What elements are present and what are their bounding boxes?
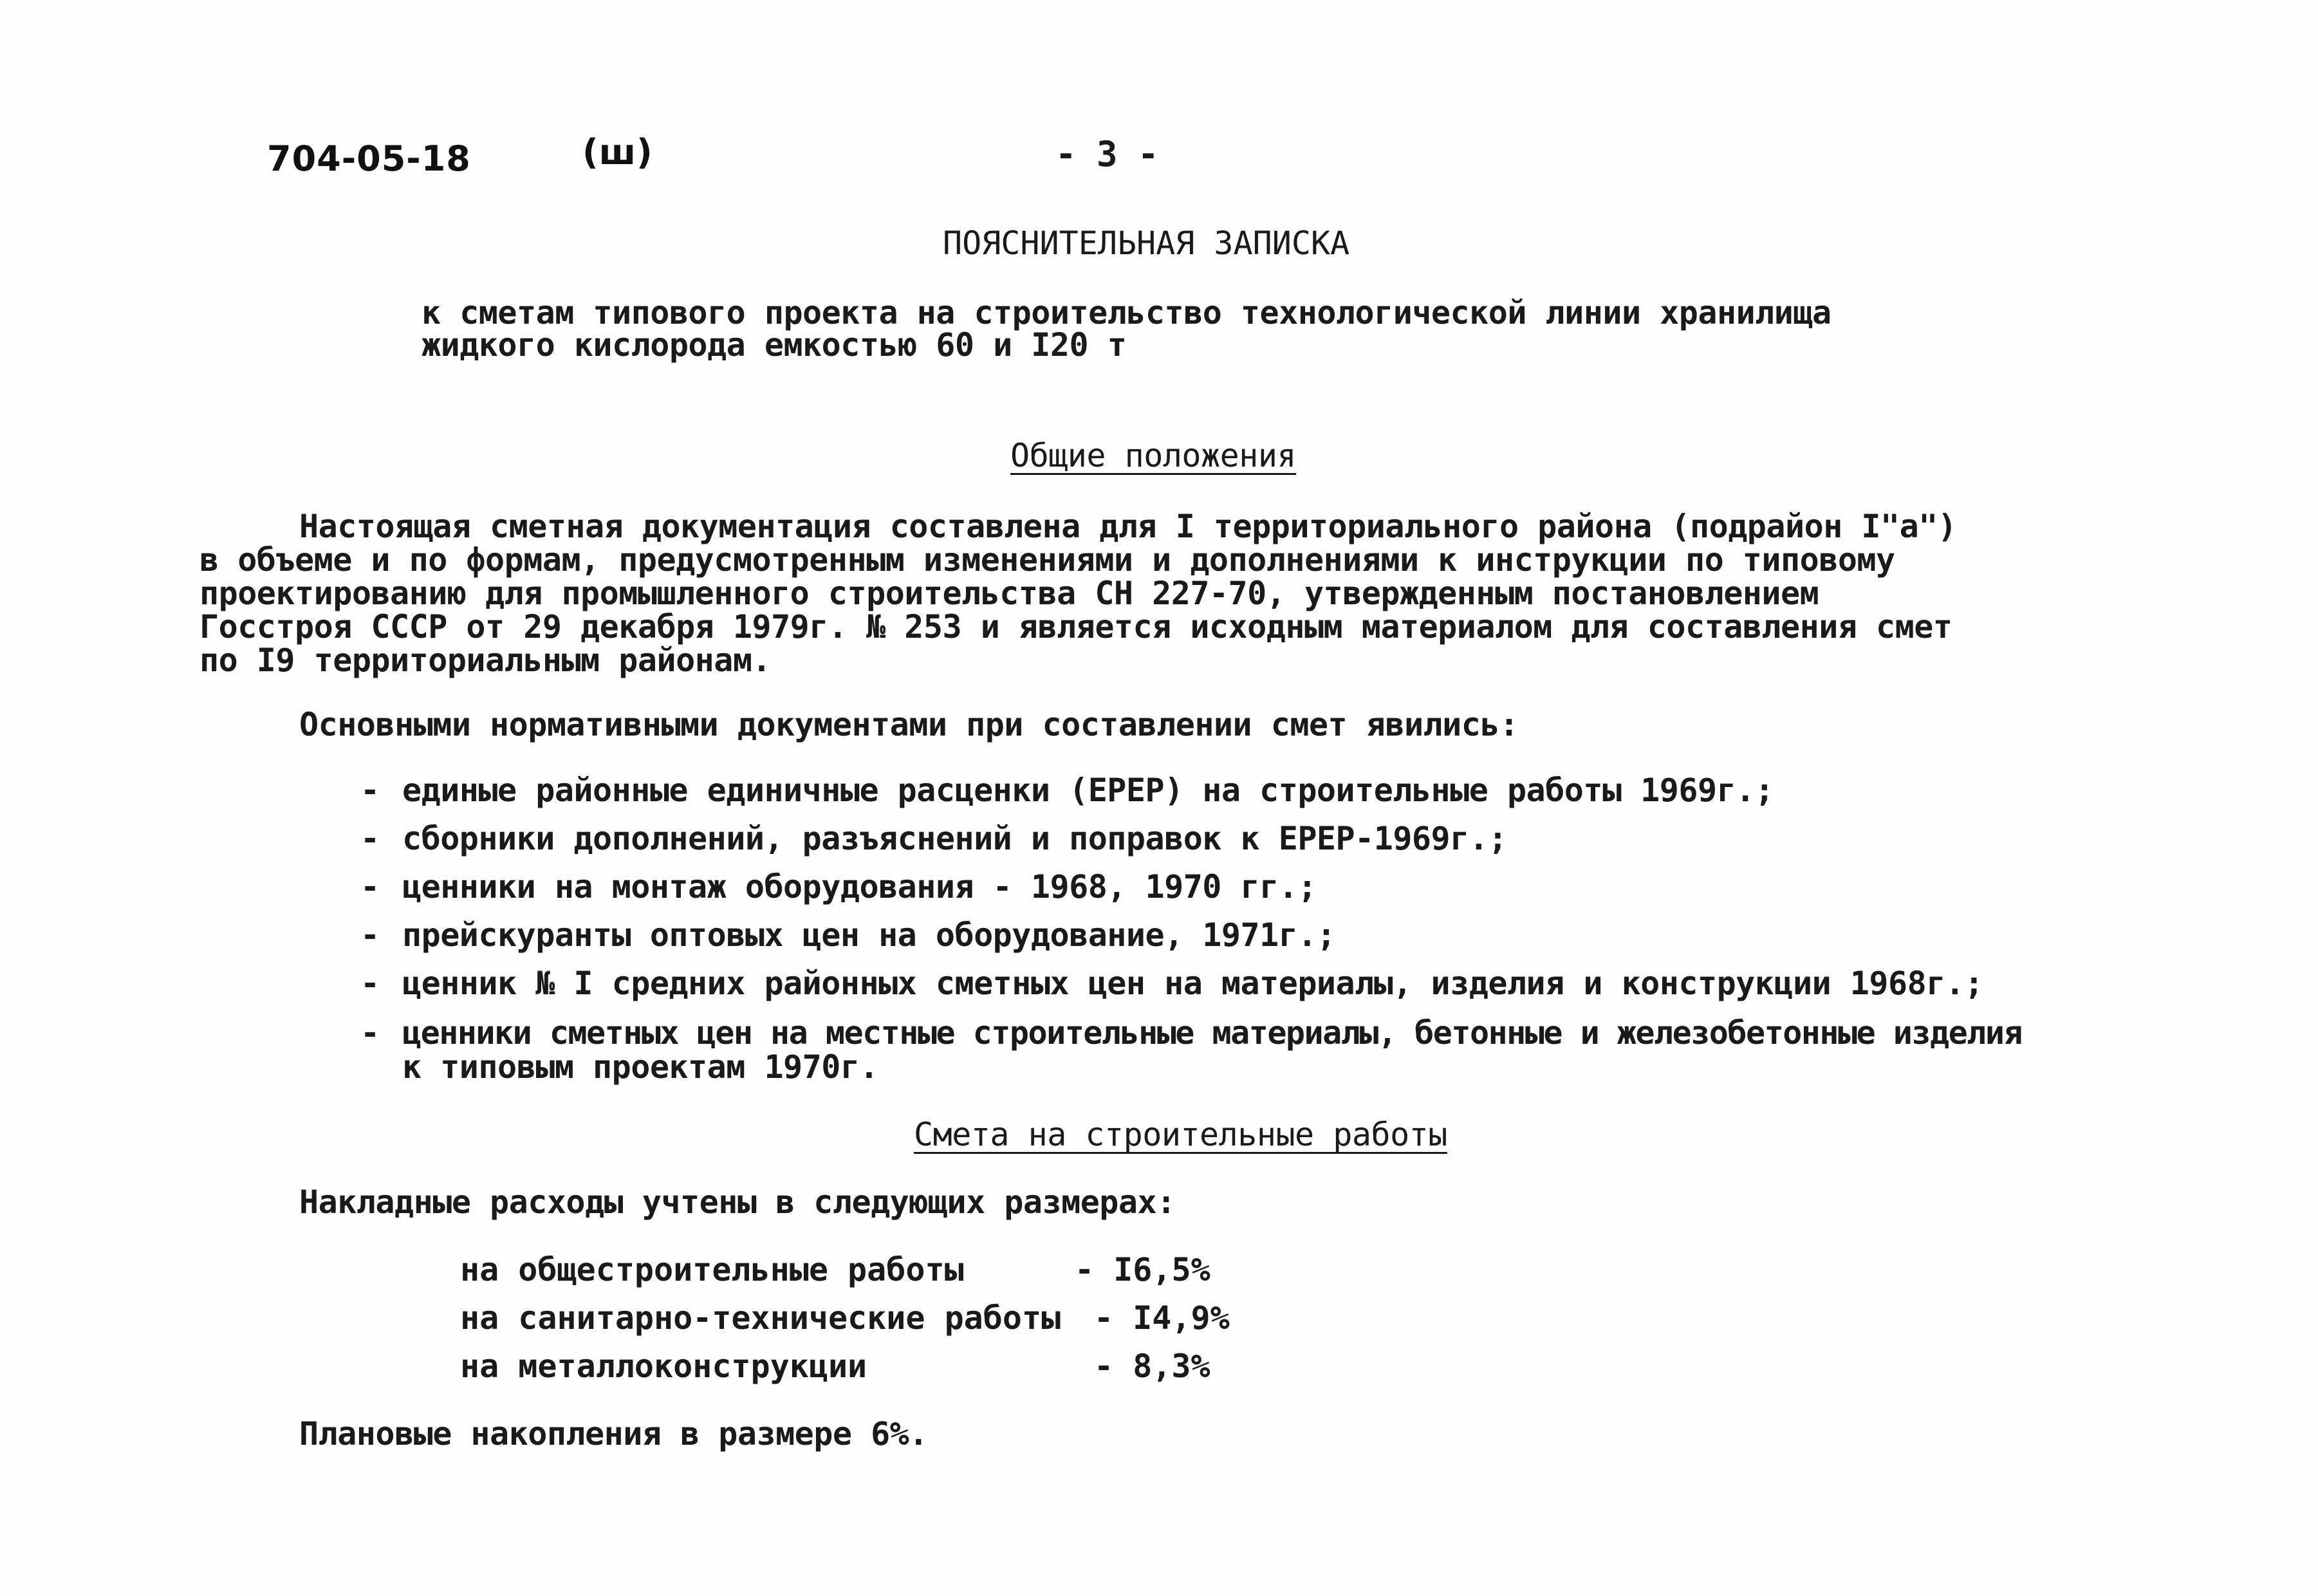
- section-heading-general: Общие положения: [1010, 437, 1297, 474]
- page-number: - 3 -: [1055, 134, 1159, 174]
- subtitle-line-1: к сметам типового проекта на строительство технологической линии хранилища: [422, 294, 1831, 331]
- list-bullet: -: [360, 916, 380, 954]
- page-title: ПОЯСНИТЕЛЬНАЯ ЗАПИСКА: [943, 225, 1350, 262]
- overhead-rate-value: - 8,3%: [1094, 1348, 1210, 1385]
- list-item-continuation: к типовым проектам 1970г.: [402, 1048, 879, 1086]
- list-item: ценник № I средних районных сметных цен на материалы, изделия и конструкции 1968г.;: [402, 965, 1984, 1002]
- list-bullet: -: [360, 868, 380, 905]
- docs-intro: Основными нормативными документами при составлении смет явились:: [299, 706, 1519, 743]
- planned-savings: Плановые накопления в размере 6%.: [299, 1415, 928, 1452]
- list-bullet: -: [360, 820, 380, 857]
- paragraph-line: в объеме и по формам, предусмотренным изменениями и дополнениями к инструкции по типовому: [199, 541, 1895, 579]
- list-item: ценники сметных цен на местные строительные материалы, бетонные и железобетонные изделия: [402, 1014, 2023, 1052]
- list-item: единые районные единичные расценки (ЕРЕР) на строительные работы 1969г.;: [402, 772, 1774, 809]
- paragraph-line: Госстроя СССР от 29 декабря 1979г. № 253 и является исходным материалом для составления смет: [199, 608, 1952, 645]
- list-item: ценники на монтаж оборудования - 1968, 1970 гг.;: [402, 868, 1317, 905]
- overhead-rate-name: на общестроительные работы: [460, 1251, 964, 1288]
- paragraph-line: Настоящая сметная документация составлена для I территориального района (подрайон I"а"): [299, 508, 1957, 545]
- list-item: сборники дополнений, разъяснений и поправок к ЕРЕР-1969г.;: [402, 820, 1507, 857]
- subtitle-line-2: жидкого кислорода емкостью 60 и I20 т: [422, 326, 1127, 364]
- doc-mark: (ш): [582, 132, 653, 172]
- overhead-intro: Накладные расходы учтены в следующих размерах:: [299, 1183, 1176, 1221]
- overhead-rate-name: на металлоконструкции: [460, 1348, 867, 1385]
- overhead-rate-value: - I6,5%: [1075, 1251, 1210, 1288]
- overhead-rate-name: на санитарно-технические работы: [460, 1299, 1061, 1337]
- list-item: прейскуранты оптовых цен на оборудование, 1971г.;: [402, 916, 1336, 954]
- section-heading-construction: Смета на строительные работы: [914, 1116, 1447, 1153]
- list-bullet: -: [360, 772, 380, 809]
- paragraph-line: по I9 территориальным районам.: [199, 642, 772, 679]
- list-bullet: -: [360, 965, 380, 1002]
- paragraph-line: проектированию для промышленного строительства СН 227-70, утвержденным постановлением: [199, 575, 1819, 612]
- list-bullet: -: [360, 1014, 380, 1052]
- doc-code: 704-05-18: [267, 138, 471, 179]
- overhead-rate-value: - I4,9%: [1094, 1299, 1230, 1337]
